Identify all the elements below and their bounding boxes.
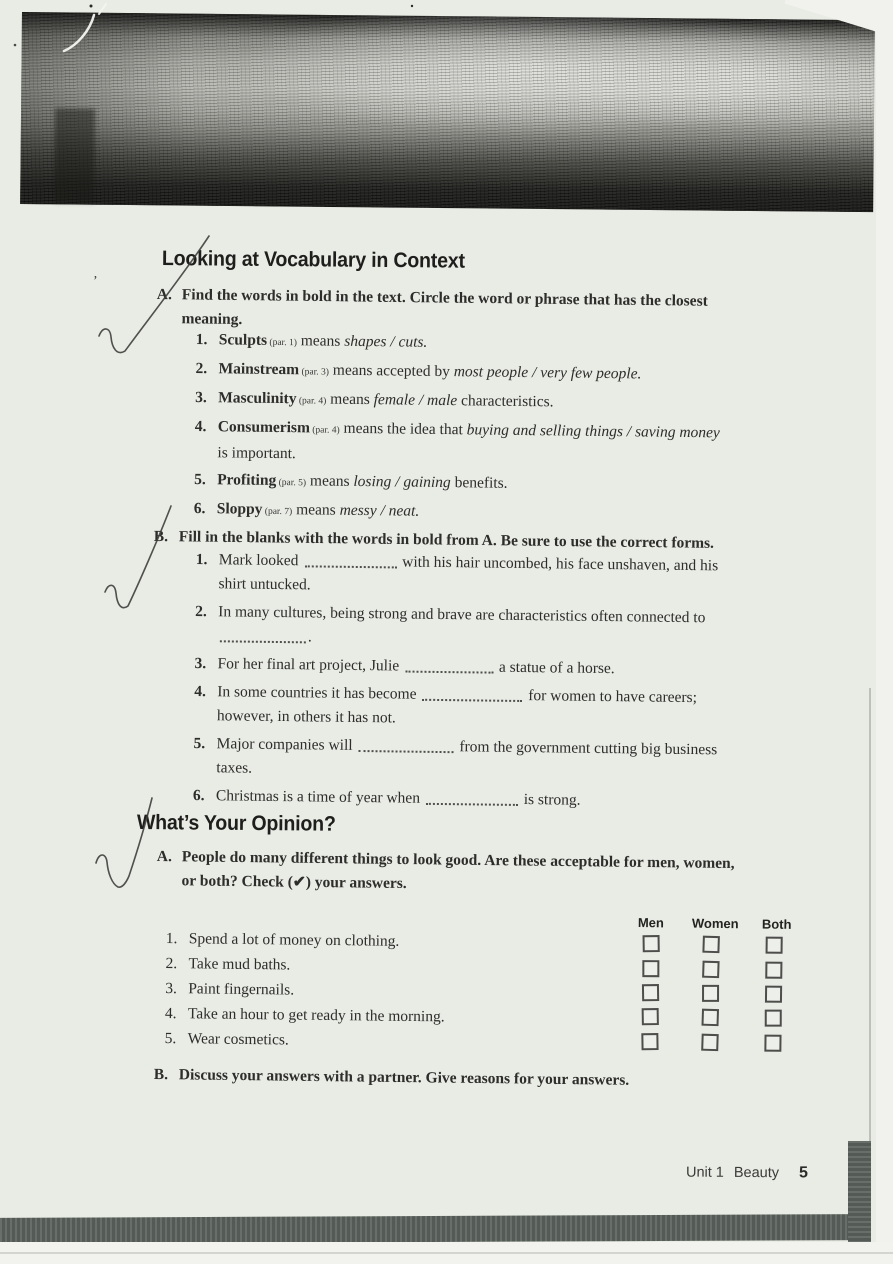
text-run: benefits.	[450, 474, 508, 492]
item-number: 1.	[195, 550, 208, 569]
page-bottom-edge	[0, 1214, 862, 1244]
text-run: Major companies will	[216, 735, 357, 754]
text-run: Fill in the blanks with the words in bold from A. Be sure to use the correct forms.	[178, 528, 715, 552]
text-run: (par. 4)	[309, 425, 340, 436]
text-run: losing / gaining	[353, 472, 451, 492]
item-number: 4.	[164, 1004, 177, 1023]
scan-artifact-band	[20, 12, 875, 212]
text-run: Consumerism	[217, 418, 311, 437]
fill-in-blank[interactable]	[422, 687, 522, 702]
checkbox-women-2[interactable]	[702, 961, 720, 979]
footer-page-number: 5	[798, 1164, 809, 1182]
item-number: 3.	[194, 654, 207, 673]
list-item	[193, 732, 812, 788]
text-run: .	[307, 628, 312, 646]
text-run: messy / neat.	[339, 501, 420, 520]
text-run: characteristics.	[457, 392, 554, 411]
text-run: (par. 5)	[276, 477, 307, 489]
instructions-text	[181, 845, 822, 901]
item-number: 2.	[195, 359, 208, 378]
opinion-part-b-instructions	[154, 1063, 774, 1095]
text-run: most people / very few people.	[453, 363, 642, 383]
item-number: 1.	[165, 929, 178, 948]
checkbox-both-5[interactable]	[764, 1035, 781, 1052]
item-text	[217, 683, 697, 726]
page-edge-line	[869, 688, 871, 1146]
text-run: shapes / cuts.	[344, 332, 428, 351]
item-number: 5.	[193, 734, 206, 753]
part-label-a: A.	[156, 847, 173, 866]
checkbox-women-5[interactable]	[701, 1034, 719, 1052]
item-text: Wear cosmetics.	[187, 1030, 289, 1049]
item-text	[216, 787, 581, 808]
checkbox-both-4[interactable]	[765, 1010, 782, 1027]
column-header-men: Men	[637, 915, 664, 931]
opinion-section-heading: What’s Your Opinion?	[136, 810, 336, 836]
text-run: ) your answers.	[305, 873, 407, 893]
checkbox-men-2[interactable]	[642, 960, 659, 977]
list-item	[164, 1027, 639, 1057]
fill-in-blank[interactable]	[405, 659, 493, 674]
item-text: Spend a lot of money on clothing.	[188, 930, 400, 950]
page-right-margin	[876, 0, 893, 1264]
text-run: Profiting	[217, 471, 277, 489]
item-number: 4.	[194, 682, 206, 701]
text-run: means	[326, 390, 374, 409]
text-run: is strong.	[519, 790, 581, 809]
item-text	[218, 603, 706, 645]
text-run: Sloppy	[216, 500, 263, 518]
text-run: a statue of a horse.	[494, 658, 615, 678]
text-run: Mainstream	[218, 360, 300, 379]
part-label-b: B.	[153, 1065, 169, 1084]
text-run: (par. 4)	[296, 396, 327, 407]
list-item	[194, 468, 809, 502]
checkbox-men-3[interactable]	[642, 984, 659, 1001]
text-run: In many cultures, being strong and brave are characteristics often connected to	[218, 603, 706, 627]
fill-in-blank[interactable]	[358, 738, 453, 753]
fill-in-blanks-list	[193, 548, 814, 820]
fill-in-blank[interactable]	[426, 791, 518, 806]
item-number: 2.	[195, 602, 207, 621]
text-run: female / male	[373, 391, 458, 410]
part-label-a: A.	[156, 285, 173, 304]
checkbox-men-5[interactable]	[641, 1033, 658, 1050]
text-run: (par. 1)	[267, 337, 297, 349]
text-run: Masculinity	[218, 389, 297, 408]
scan-speck	[90, 5, 93, 8]
item-number: 6.	[193, 499, 206, 518]
item-text: Take an hour to get ready in the morning.	[187, 1005, 445, 1026]
item-text	[216, 735, 717, 776]
item-number: 5.	[164, 1029, 177, 1048]
text-run: means the idea that	[339, 419, 467, 439]
opinion-items-list	[164, 927, 640, 1058]
checkbox-both-3[interactable]	[765, 986, 782, 1003]
item-number: 1.	[195, 330, 208, 349]
item-number: 3.	[165, 979, 177, 998]
footer-unit-label: Unit 1	[685, 1164, 724, 1181]
column-header-both: Both	[761, 916, 792, 932]
item-text	[218, 389, 554, 410]
text-run: or both? Check (	[181, 872, 293, 891]
list-item	[194, 497, 809, 531]
text-run: For her final art project, Julie	[217, 655, 404, 675]
text-run: In some countries it has become	[217, 683, 421, 703]
list-item	[194, 415, 810, 473]
text-run: ✔	[292, 873, 306, 891]
text-run: means	[292, 501, 340, 519]
text-run: for women to have careers;	[524, 687, 698, 707]
scanner-edge-line	[0, 1252, 893, 1254]
item-text	[218, 551, 718, 593]
text-run: Mark looked	[218, 551, 303, 570]
text-run: with his hair uncombed, his face unshaven, and his	[398, 553, 719, 575]
item-number: 4.	[194, 417, 207, 436]
instructions-text: Discuss your answers with a partner. Give reasons for your answers.	[178, 1066, 630, 1089]
text-run: meaning.	[181, 310, 243, 329]
item-number: 5.	[194, 470, 206, 489]
checkbox-men-4[interactable]	[642, 1008, 659, 1025]
item-number: 2.	[165, 954, 178, 973]
text-run: means	[305, 472, 354, 490]
stray-mark: ’	[93, 274, 98, 289]
text-run: means	[296, 332, 345, 350]
item-number: 3.	[195, 388, 207, 407]
checkbox-women-4[interactable]	[701, 1009, 719, 1027]
text-run: Sculpts	[218, 331, 268, 349]
text-run: from the government cutting big business	[455, 738, 718, 759]
footer-chapter-label: Beauty	[733, 1164, 780, 1182]
checkbox-women-1[interactable]	[702, 936, 720, 954]
text-run: means accepted by	[328, 361, 454, 381]
vocab-section-heading: Looking at Vocabulary in Context	[161, 246, 465, 273]
item-text	[217, 655, 614, 677]
scan-speck	[14, 44, 17, 47]
opinion-part-a-instructions	[156, 845, 822, 901]
checkbox-both-1[interactable]	[766, 937, 783, 954]
text-run: (par. 3)	[299, 367, 329, 378]
part-label-b: B.	[153, 527, 169, 546]
scan-speck	[411, 5, 413, 7]
text-run: Find the words in bold in the text. Circle the word or phrase that has the closest	[181, 286, 708, 310]
text-run: (par. 7)	[262, 506, 293, 518]
vocab-items-list	[194, 328, 811, 533]
fill-in-blank[interactable]	[304, 553, 396, 568]
handwritten-checkmark-2	[105, 506, 171, 608]
text-run: buying and selling things / saving money	[466, 421, 720, 442]
item-text	[217, 471, 508, 492]
checkbox-women-3[interactable]	[702, 985, 719, 1002]
list-item	[195, 357, 810, 391]
item-text: Take mud baths.	[188, 955, 291, 974]
list-item	[194, 652, 812, 684]
checkbox-men-1[interactable]	[643, 935, 660, 952]
item-text	[217, 418, 720, 462]
item-text	[218, 360, 641, 382]
list-item	[195, 548, 814, 604]
page-footer	[686, 1164, 808, 1183]
text-run: shirt untucked.	[218, 575, 311, 594]
list-item	[194, 680, 813, 736]
acceptability-checkbox-grid	[635, 915, 812, 1065]
page-right-edge	[848, 1141, 871, 1243]
item-text	[219, 331, 428, 351]
list-item	[195, 600, 814, 656]
column-header-women: Women	[691, 915, 739, 932]
item-text	[217, 500, 420, 519]
text-run: Christmas is a time of year when	[215, 787, 424, 807]
list-item	[195, 386, 810, 420]
item-number: 6.	[192, 786, 205, 805]
text-run: however, in others it has not.	[216, 707, 396, 727]
text-run: taxes.	[216, 759, 253, 777]
checkbox-both-2[interactable]	[765, 962, 782, 979]
text-run: is important.	[217, 444, 296, 463]
fill-in-blank[interactable]	[220, 628, 306, 643]
item-text: Paint fingernails.	[188, 980, 295, 999]
text-run: People do many different things to look good. Are these acceptable for men, women,	[181, 848, 735, 873]
